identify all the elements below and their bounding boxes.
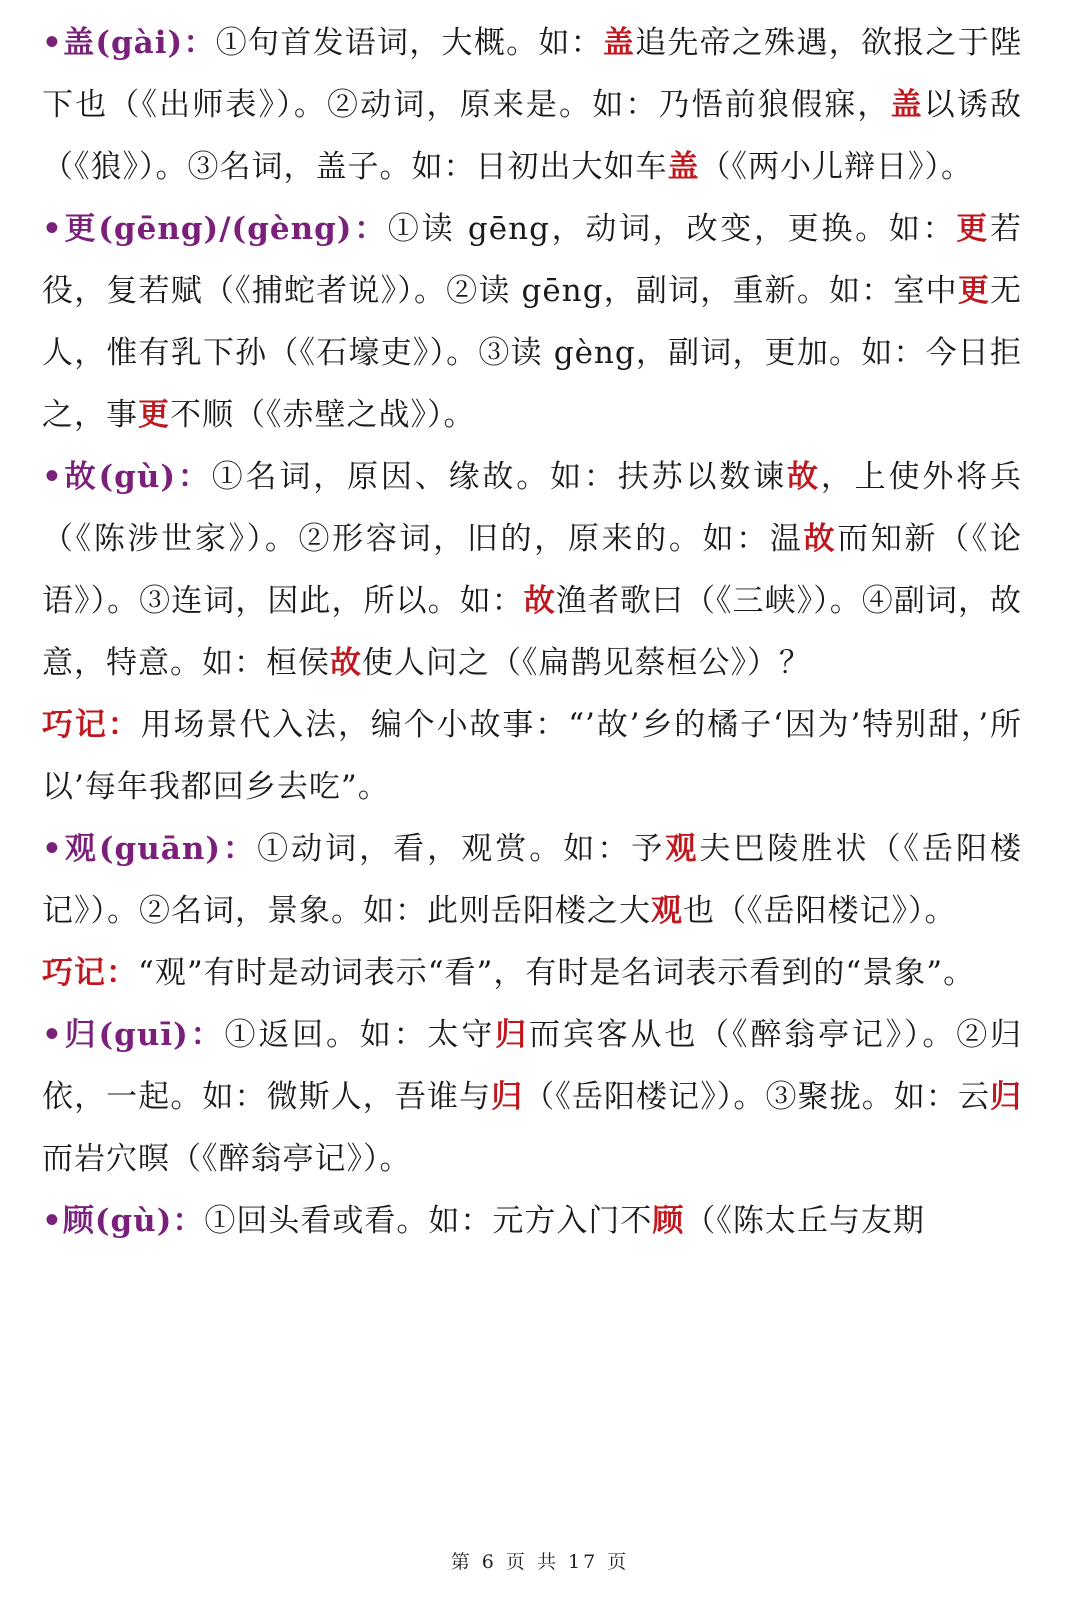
tip-label: 巧记： (42, 707, 141, 743)
entry-headword: •盖(gài)： (42, 25, 216, 61)
highlighted-character: 观 (665, 831, 700, 867)
glossary-entry (42, 12, 1022, 198)
entry-headword: •更(gēng)/(gèng)： (42, 211, 388, 247)
entry-headword: •故(gù)： (42, 459, 212, 495)
entry-text: 用场景代入法，编个小故事：“’故’乡的橘子‘因为’特别甜，’所以’每年我都回乡去吃”。 (42, 707, 1023, 805)
highlighted-character: 归 (990, 1079, 1023, 1115)
entry-text: 若役，复若赋（《捕蛇者说》）。②读 gēng，副词，重新。如：室中 (42, 211, 1022, 309)
glossary-entry (42, 818, 1022, 942)
glossary-entry (42, 1004, 1022, 1190)
highlighted-character: 观 (651, 893, 683, 929)
page-footer: 第 6 页 共 17 页 (450, 1551, 630, 1573)
entry-headword: •观(guān)： (42, 831, 258, 867)
memory-tip-paragraph (42, 694, 1022, 818)
highlighted-character: 盖 (890, 87, 924, 123)
highlighted-character: 归 (491, 1079, 524, 1115)
memory-tip-paragraph (42, 942, 1022, 1004)
entry-text: 使人问之（《扁鹊见蔡桓公》）？ (362, 645, 811, 681)
entry-text: ①返回。如：太守 (224, 1017, 496, 1053)
highlighted-character: 更 (957, 273, 991, 309)
entry-text: （《岳阳楼记》）。③聚拢。如：云 (523, 1079, 991, 1115)
highlighted-character: 盖 (667, 149, 700, 185)
entry-text: 而宾客从也（《醉翁亭记》）。②归依，一起。如：微斯人，吾谁与 (42, 1017, 1023, 1115)
entry-text: ①动词，看，观赏。如：予 (257, 831, 666, 867)
entry-text: 而岩穴暝（《醉翁亭记》）。 (42, 1141, 412, 1177)
entry-text: 而知新（《论语》）。③连词，因此，所以。如： (42, 521, 1023, 619)
entry-text: 夫巴陵胜状（《岳阳楼记》）。②名词，景象。如：此则岳阳楼之大 (42, 831, 1023, 929)
highlighted-character: 故 (523, 583, 556, 619)
highlighted-character: 顾 (652, 1203, 685, 1239)
entry-headword: •归(guī)： (42, 1017, 225, 1053)
entry-text: ①读 gēng，动词，改变，更换。如： (387, 211, 957, 247)
entry-text: 不顺（《赤壁之战》）。 (170, 397, 476, 433)
document-body (42, 12, 1022, 1252)
highlighted-character: 故 (803, 521, 838, 557)
highlighted-character: 故 (330, 645, 362, 681)
glossary-entry (42, 1190, 1022, 1252)
entry-text: ，上使外将兵（《陈涉世家》）。②形容词，旧的，原来的。如：温 (42, 459, 1023, 557)
entry-text: 无人，惟有乳下孙（《石壕吏》）。③读 gèng，副词，更加。如：今日拒之，事 (42, 273, 1023, 433)
entry-headword: •顾(gù)： (42, 1203, 205, 1239)
entry-text: （《两小儿辩日》）。 (699, 149, 973, 185)
highlighted-character: 盖 (602, 25, 636, 61)
highlighted-character: 更 (138, 397, 170, 433)
glossary-entry (42, 446, 1022, 694)
entry-text: ①句首发语词，大概。如： (215, 25, 603, 61)
highlighted-character: 更 (956, 211, 990, 247)
highlighted-character: 故 (786, 459, 821, 495)
tip-label: 巧记： (42, 955, 138, 991)
entry-text: 追先帝之殊遇，欲报之于陛下也（《出师表》）。②动词，原来是。如：乃悟前狼假寐， (42, 25, 1023, 123)
entry-text: 以诱敌（《狼》）。③名词，盖子。如：日初出大如车 (42, 87, 1023, 185)
entry-text: 也（《岳阳楼记》）。 (683, 893, 957, 929)
entry-text: （《陈太丘与友期 (684, 1203, 925, 1239)
entry-text: 渔者歌曰（《三峡》）。④副词，故意，特意。如：桓侯 (42, 583, 1022, 681)
entry-text: ①名词，原因、缘故。如：扶苏以数谏 (211, 459, 787, 495)
highlighted-character: 归 (495, 1017, 530, 1053)
glossary-entry (42, 198, 1022, 446)
entry-text: ①回头看或看。如：元方入门不 (204, 1203, 653, 1239)
entry-text: “观”有时是动词表示“看”，有时是名词表示看到的“景象”。 (138, 955, 976, 991)
